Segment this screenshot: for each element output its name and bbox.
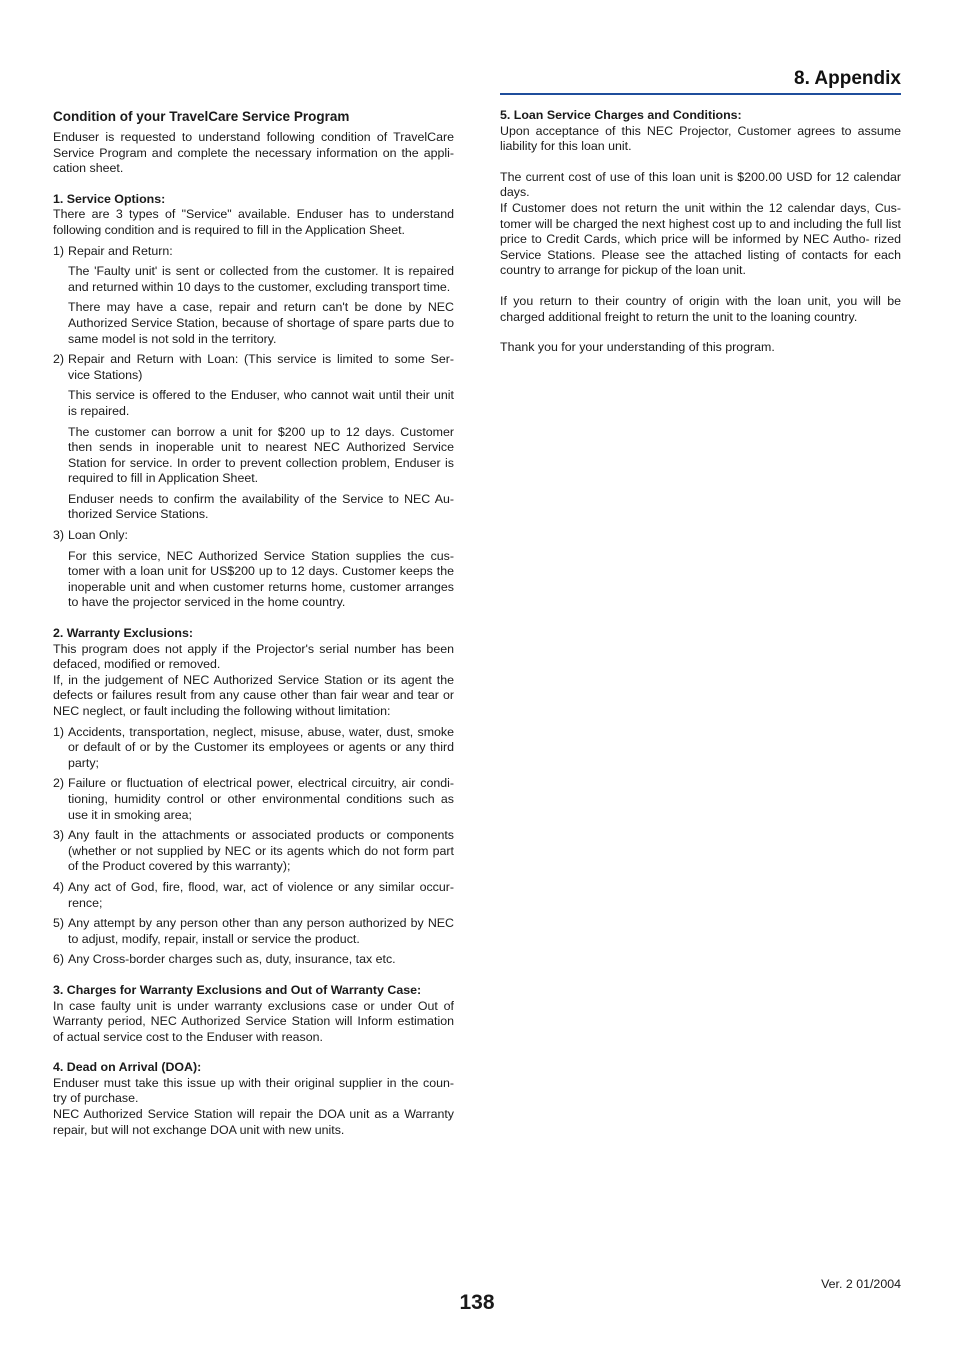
item-text: Repair and Return:	[68, 243, 173, 258]
item-detail: There may have a case, repair and return can't be done by NEC Authorized Service Station, because of shortage of spare parts due to same model is not sold in the territory.	[68, 300, 454, 346]
item-number: 2)	[53, 352, 65, 367]
item-text: Failure or fluctuation of electrical power, electrical circuitry, air condi- tioning, humidity control or other environmental conditions such as use it in smoking area;	[68, 776, 454, 822]
service-item-repair-loan	[53, 352, 454, 383]
closing-text: Thank you for your understanding of this program.	[500, 340, 775, 355]
item-text: Any fault in the attachments or associated products or components (whether or not supplied by NEC or its agents which do not form part of the Product covered by this warranty);	[68, 828, 454, 874]
doa-text: Enduser must take this issue up with their original supplier in the coun- try of purchase.	[53, 1075, 454, 1106]
item-text: Loan Only:	[68, 528, 128, 543]
service-item-repair-return	[53, 244, 454, 260]
item-text: Any act of God, fire, flood, war, act of violence or any similar occur- rence;	[68, 879, 454, 910]
left-column	[53, 108, 454, 1138]
item-detail: The 'Faulty unit' is sent or collected from the customer. It is repaired and returned within 10 days to the customer, excluding transport time.	[68, 264, 454, 294]
loan-charges-heading: 5. Loan Service Charges and Conditions:	[500, 108, 742, 122]
service-item-loan-only	[53, 528, 454, 544]
item-number: 5)	[53, 916, 65, 931]
loan-charges-text: The current cost of use of this loan unit is $200.00 USD for 12 calendar days.	[500, 169, 901, 200]
warranty-exclusions-text: If, in the judgement of NEC Authorized Service Station or its agent the defects or failures result from any cause other than fair wear and tear or NEC neglect, or fault including the following without limitation:	[53, 672, 454, 718]
header-rule	[500, 93, 901, 95]
exclusion-item	[53, 916, 454, 947]
loan-charges-text: If you return to their country of origin with the loan unit, you will be charged additional freight to return the unit to the loaning country.	[500, 293, 901, 324]
version-label: Ver. 2 01/2004	[821, 1277, 901, 1291]
item-number: 6)	[53, 952, 65, 967]
page-number: 138	[459, 1291, 495, 1314]
right-column	[500, 108, 901, 356]
item-text: Any Cross-border charges such as, duty, insurance, tax etc.	[68, 952, 396, 967]
exclusion-item	[53, 952, 454, 968]
loan-charges-text: If Customer does not return the unit within the 12 calendar days, Cus- tomer will be charged the next highest cost up to and including the full list price to Credit Cards, which price will be informed by NEC Autho- rized Service Stations. Please see the attached listing of contacts for each country to arrange for pickup of the loan unit.	[500, 200, 901, 278]
exclusion-item	[53, 828, 454, 875]
charges-text: In case faulty unit is under warranty exclusions case or under Out of Warranty period, NEC Authorized Service Station will Inform estimation of actual service cost to the Enduser with reason.	[53, 998, 454, 1044]
warranty-exclusions-text: This program does not apply if the Projector's serial number has been defaced, modified or removed.	[53, 641, 454, 672]
charges-heading: 3. Charges for Warranty Exclusions and Out of Warranty Case:	[53, 982, 422, 997]
document-title: Condition of your TravelCare Service Program	[53, 109, 350, 124]
item-text: Accidents, transportation, neglect, misuse, abuse, water, dust, smoke or default of or by the Customer its employees or agents or any third party;	[68, 724, 454, 770]
exclusion-item	[53, 725, 454, 772]
item-number: 2)	[53, 776, 65, 791]
item-detail: For this service, NEC Authorized Service Station supplies the cus- tomer with a loan unit for US$200 up to 12 days. Customer keeps the inoperable unit and when customer returns home, customer arranges to have the projector serviced in the home country.	[68, 548, 454, 610]
item-number: 3)	[53, 528, 65, 543]
service-options-text: There are 3 types of "Service" available. Enduser has to understand following condition and is required to fill in the Application Sheet.	[53, 207, 454, 237]
item-text: Any attempt by any person other than any person authorized by NEC to adjust, modify, repair, install or service the product.	[68, 916, 454, 946]
item-number: 1)	[53, 243, 65, 258]
loan-charges-text: Upon acceptance of this NEC Projector, Customer agrees to assume liability for this loan unit.	[500, 123, 901, 154]
item-detail: The customer can borrow a unit for $200 up to 12 days. Customer then sends in inoperable unit to nearest NEC Authorized Service Station for service. In order to prevent collection problem, Enduser is required to fill in Application Sheet.	[68, 424, 454, 486]
item-detail: Enduser needs to confirm the availability of the Service to NEC Au- thorized Service Stations.	[68, 491, 454, 522]
item-number: 1)	[53, 724, 65, 739]
item-text: Repair and Return with Loan: (This service is limited to some Ser- vice Stations)	[68, 352, 454, 382]
exclusion-item	[53, 880, 454, 911]
item-number: 3)	[53, 828, 65, 843]
exclusion-item	[53, 776, 454, 823]
item-detail: This service is offered to the Enduser, who cannot wait until their unit is repaired.	[68, 388, 454, 418]
doa-heading: 4. Dead on Arrival (DOA):	[53, 1060, 202, 1075]
warranty-exclusions-heading: 2. Warranty Exclusions:	[53, 626, 194, 641]
intro-paragraph: Enduser is requested to understand following condition of TravelCare Service Program and complete the necessary information on the appli- cation sheet.	[53, 130, 454, 176]
doa-text: NEC Authorized Service Station will repair the DOA unit as a Warranty repair, but will not exchange DOA unit with new units.	[53, 1107, 454, 1137]
section-title: 8. Appendix	[794, 68, 901, 89]
item-number: 4)	[53, 879, 65, 894]
service-options-heading: 1. Service Options:	[53, 191, 166, 206]
